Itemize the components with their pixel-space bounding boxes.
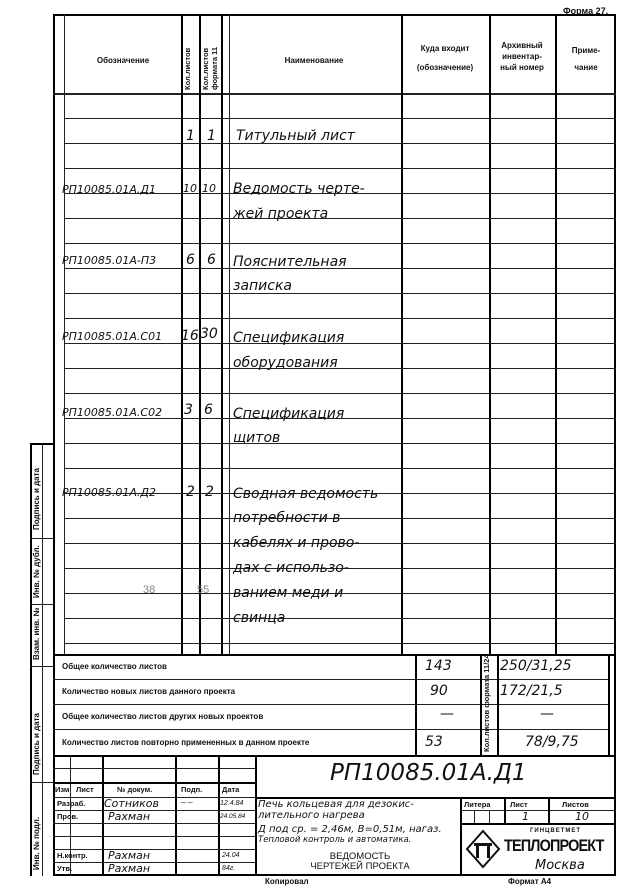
row-3-name-l2: записка: [233, 278, 293, 294]
summary-col: [415, 654, 417, 755]
summary-format-2: 172/21,5: [500, 683, 563, 699]
header-kol-listov: Кол.листов: [183, 47, 192, 90]
summary-new-label: Количество новых листов данного проекта: [62, 687, 236, 696]
summary-col: [497, 654, 499, 755]
stamp-r3-name: Рахман: [108, 849, 151, 862]
stamp-col: [102, 755, 104, 876]
stamp-sheets-label: Листов: [562, 800, 589, 809]
row-1-format11: 1: [207, 128, 216, 144]
stamp-r3-role: Н.контр.: [57, 851, 88, 860]
stamp-row: [460, 810, 616, 811]
stamp-row: [53, 810, 255, 811]
stamp-org-small: ГИНЦВЕТМЕТ: [530, 828, 582, 834]
row-6-name-l5: ванием меди и: [233, 585, 344, 601]
table-row-line: [64, 468, 616, 469]
header-naimenovanie: Наименование: [284, 56, 344, 65]
table-row-line: [64, 168, 616, 169]
stamp-col: [489, 810, 490, 823]
row-2-name-l2: жей проекта: [233, 206, 329, 222]
side-label-signature-2: Подпись и дата: [32, 713, 41, 775]
stamp-col-list: Лист: [76, 785, 94, 794]
stamp-r1-name: Сотников: [104, 797, 160, 810]
stamp-sheet-value: 1: [522, 810, 529, 823]
stamp-r1-signature: ~~: [180, 798, 194, 807]
stamp-r2-date: 24.05.84: [220, 813, 246, 820]
row-2-code: РП10085.01А.Д1: [62, 183, 157, 196]
side-line: [30, 666, 53, 667]
stamp-divider: [255, 755, 257, 876]
stamp-title-l4: Тепловой контроль и автоматика.: [258, 835, 412, 845]
stamp-title-l1: Печь кольцевая для дезокис-: [258, 799, 414, 810]
summary-line: [53, 679, 608, 680]
table-row-line: [64, 368, 616, 369]
row-6-name-l4: дах с использо-: [233, 560, 349, 576]
summary-format-3: —: [540, 706, 554, 722]
header-kuda-vhodit-l1: Куда входит: [420, 44, 470, 53]
side-line: [30, 782, 53, 783]
row-6-code: РП10085.01А.Д2: [62, 486, 157, 499]
row-6-name-l3: кабелях и прово-: [233, 535, 360, 551]
side-label-signature-1: Подпись и дата: [32, 468, 41, 530]
summary-bottom-line: [53, 755, 616, 757]
side-label-podl: Инв. № подл.: [32, 816, 41, 870]
stamp-row: [53, 768, 255, 769]
stamp-r4-date: 84г.: [222, 865, 236, 872]
row-6-name-l6: свинца: [233, 610, 286, 626]
row-4-name-l2: оборудования: [233, 355, 338, 371]
stamp-col: [548, 797, 550, 823]
side-stamp-inner: [42, 443, 43, 876]
row-2-format11: 10: [202, 182, 216, 195]
stamp-title-block: [258, 799, 462, 846]
summary-line: [53, 704, 608, 705]
row-5-format11: 6: [204, 402, 213, 418]
col-line: [555, 14, 557, 654]
teploproekt-logo-icon: [465, 829, 501, 869]
table-row-line: [64, 393, 616, 394]
summary-new-value: 90: [430, 683, 448, 699]
header-primech-l2: чание: [574, 63, 598, 72]
summary-format-1: 250/31,25: [500, 658, 572, 674]
stamp-r1-date: 12.4.84: [220, 800, 244, 807]
summary-reused-label: Количество листов повторно примененных в данном проекте: [62, 738, 310, 747]
pencil-note-b: 55: [197, 584, 210, 596]
form-label: Форма 27.: [563, 6, 609, 16]
col-line: [221, 14, 223, 654]
row-6-sheets: 2: [186, 484, 195, 500]
stamp-title-l2: лительного нагрева: [258, 810, 365, 821]
row-4-sheets: 16: [181, 328, 199, 344]
row-3-code: РП10085.01А-П3: [62, 254, 157, 267]
row-5-name-l2: щитов: [233, 430, 281, 446]
stamp-row: [53, 823, 255, 824]
row-5-name-l1: Спецификация: [233, 406, 345, 422]
table-row-line: [64, 643, 616, 644]
table-row-line: [64, 318, 616, 319]
summary-col: [608, 654, 610, 755]
row-6-format11: 2: [205, 484, 214, 500]
header-bottom-line: [53, 93, 616, 95]
summary-total-value: 143: [425, 658, 452, 674]
stamp-r3-date: 24.04: [222, 852, 240, 859]
header-primech: [556, 45, 616, 73]
side-line: [30, 443, 53, 445]
stamp-row: [53, 862, 255, 863]
row-3-sheets: 6: [186, 252, 195, 268]
stamp-row: [460, 823, 616, 825]
stamp-litera-label: Литера: [464, 800, 491, 809]
header-arhiv-l1: Архивный: [501, 41, 543, 50]
summary-format-header: Кол.листов формата 11/24: [482, 654, 491, 752]
copied-label: Копировал: [265, 877, 309, 886]
stamp-sheet-label: Лист: [510, 800, 528, 809]
stamp-col: [504, 797, 506, 823]
stamp-r2-name: Рахман: [108, 810, 151, 823]
stamp-col-podp: Подп.: [181, 785, 203, 794]
stamp-col: [175, 755, 177, 876]
table-row-line: [64, 243, 616, 244]
table-row-line: [64, 293, 616, 294]
header-kuda-vhodit-l2: (обозначение): [416, 63, 474, 72]
stamp-r2-role: Пров.: [57, 812, 79, 821]
stamp-title-l6: ЧЕРТЕЖЕЙ ПРОЕКТА: [310, 861, 410, 872]
stamp-row: [53, 782, 255, 784]
row-4-code: РП10085.01А.С01: [62, 330, 163, 343]
summary-other-label: Общее количество листов других новых проектов: [62, 712, 264, 721]
row-3-name-l1: Пояснительная: [233, 254, 347, 270]
header-primech-l1: Приме-: [571, 46, 601, 55]
row-1-sheets: 1: [186, 128, 195, 144]
summary-other-value: —: [440, 706, 454, 722]
stamp-col-izm: Изм: [55, 785, 70, 794]
stamp-col-doc: № докум.: [117, 785, 153, 794]
side-label-vzam: Взам. инв. №: [32, 607, 41, 660]
header-arhiv-l2: инвентар-: [502, 52, 542, 61]
stamp-row: [53, 836, 255, 837]
table-row-line: [64, 218, 616, 219]
side-line: [30, 538, 53, 539]
side-line: [30, 604, 53, 605]
stamp-r4-role: Утв.: [57, 864, 73, 873]
summary-total-label: Общее количество листов: [62, 662, 167, 671]
stamp-row: [53, 849, 255, 850]
row-1-name-l1: Титульный лист: [236, 128, 355, 144]
summary-top-line: [53, 654, 616, 656]
format-label: Формат А4: [508, 877, 552, 886]
row-3-format11: 6: [207, 252, 216, 268]
summary-reused-value: 53: [425, 734, 443, 750]
row-2-name-l1: Ведомость черте-: [233, 181, 365, 197]
summary-line: [53, 729, 608, 730]
stamp-col-date: Дата: [222, 785, 240, 794]
stamp-org-name: ТЕПЛОПРОЕКТ: [504, 836, 604, 855]
row-2-sheets: 10: [183, 182, 197, 195]
header-arhiv-l3: ный номер: [500, 63, 544, 72]
col-line: [489, 14, 491, 654]
stamp-r4-name: Рахман: [108, 862, 151, 875]
header-kuda-vhodit: [402, 43, 488, 73]
row-4-name-l1: Спецификация: [233, 330, 345, 346]
pencil-note-a: 38: [143, 584, 156, 596]
row-4-format11: 30: [200, 326, 218, 342]
row-5-code: РП10085.01А.С02: [62, 406, 163, 419]
header-arhiv: [490, 40, 554, 73]
table-row-line: [64, 443, 616, 444]
row-6-name-l1: Сводная ведомость: [233, 486, 379, 502]
table-row-line: [64, 618, 616, 619]
stamp-col: [474, 810, 475, 823]
stamp-title-l3: Д под ср. = 2,46м, В=0,51м, нагаз.: [258, 824, 442, 835]
stamp-org-city: Москва: [535, 858, 585, 873]
row-6-name-l2: потребности в: [233, 510, 341, 526]
row-5-sheets: 3: [184, 402, 193, 418]
col-line: [229, 14, 230, 654]
summary-format-4: 78/9,75: [525, 734, 579, 750]
stamp-title-main: [262, 852, 458, 872]
col-line: [401, 14, 403, 654]
stamp-r1-role: Разраб.: [57, 799, 86, 808]
stamp-title-l5: ВЕДОМОСТЬ: [329, 851, 391, 862]
header-oboznachenie: Обозначение: [96, 56, 150, 65]
header-kol-listov-formata: Кол.листов формата 11: [201, 46, 219, 90]
table-row-line: [64, 118, 616, 119]
side-label-dubl: Инв. № дубл.: [32, 545, 41, 598]
stamp-sheets-value: 10: [575, 810, 589, 823]
stamp-doc-code: РП10085.01А.Д1: [330, 760, 527, 786]
